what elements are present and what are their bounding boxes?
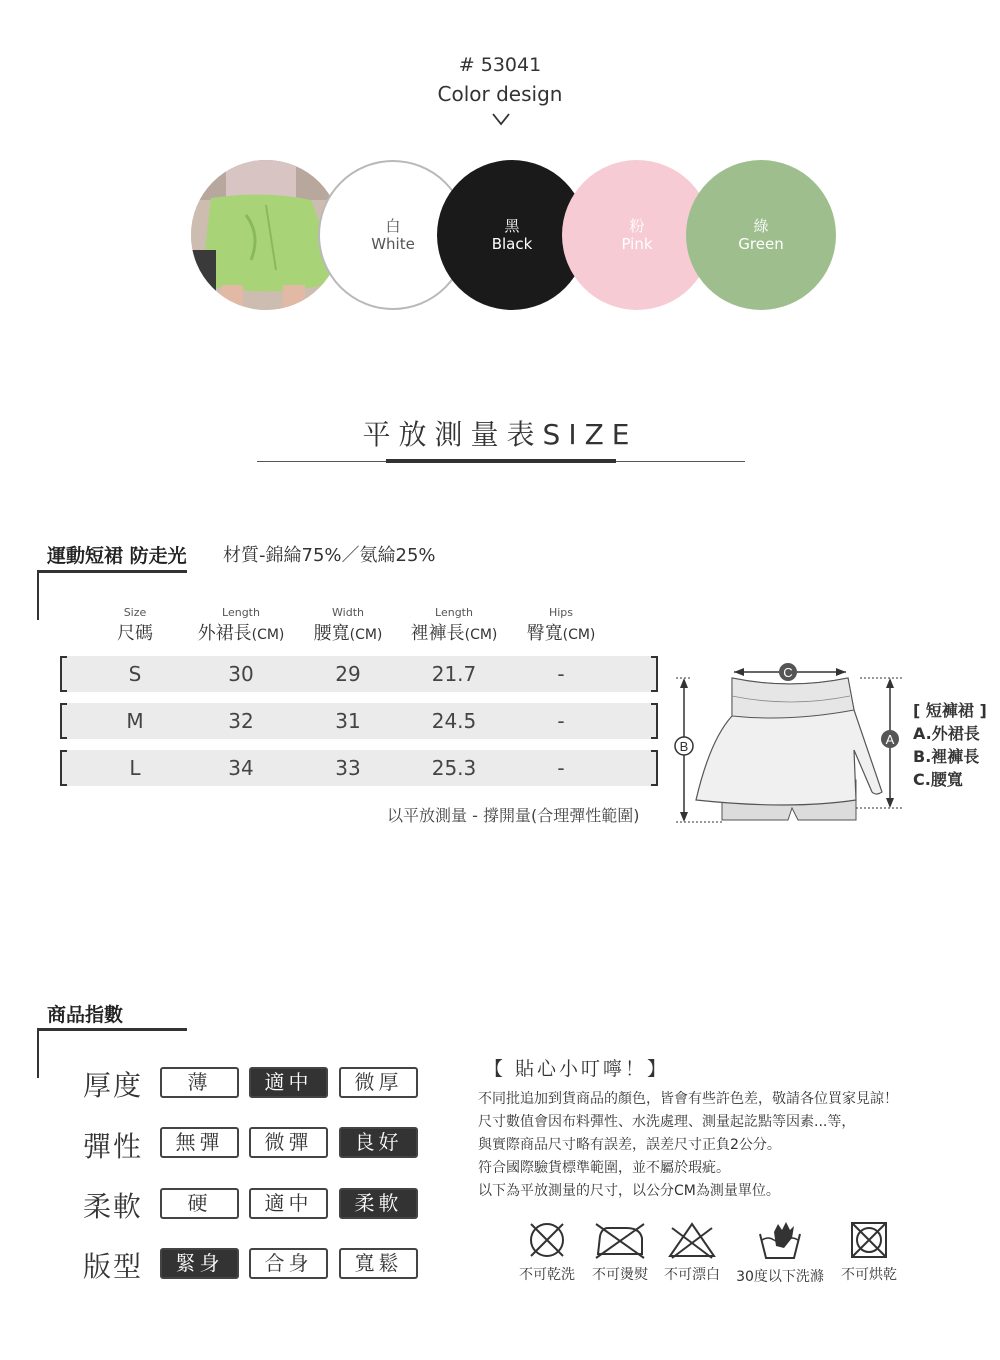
index-option: 無彈	[160, 1127, 239, 1158]
tips-title: 【 貼心小叮嚀！】	[484, 1058, 670, 1080]
marker-b: B	[679, 739, 689, 754]
product-name: 運動短裙 防走光	[47, 545, 187, 567]
tip-line: 尺寸數值會因布料彈性、水洗處理、測量起訖點等因素...等，	[478, 1114, 856, 1130]
index-option-selected: 緊身	[160, 1248, 239, 1279]
index-option: 合身	[249, 1248, 328, 1279]
index-option-selected: 適中	[249, 1067, 328, 1098]
care-label: 不可烘乾	[841, 1267, 897, 1283]
cell: 31	[335, 709, 361, 733]
index-option-selected: 柔軟	[339, 1188, 418, 1219]
tips-text	[478, 1088, 898, 1203]
corner-bracket	[37, 570, 39, 620]
care-hand-wash	[735, 1220, 825, 1286]
index-option: 微厚	[339, 1067, 418, 1098]
material-info: 材質-錦綸75%／氨綸25%	[223, 545, 436, 566]
color-swatch-green[interactable]	[686, 160, 836, 310]
col-header-size: Size 尺碼	[117, 606, 153, 644]
color-zh: 粉	[629, 217, 645, 235]
cell: 32	[228, 709, 254, 733]
corner-bracket	[37, 570, 187, 573]
legend-title: [ 短褲裙 ]	[913, 701, 987, 720]
tip-line: 符合國際驗貨標準範圍，並不屬於瑕疵。	[478, 1160, 730, 1176]
col-header-inner-length: Length 裡褲長(CM)	[410, 606, 498, 644]
measure-note: 以平放測量 - 撐開量(合理彈性範圍)	[387, 806, 640, 825]
care-label: 不可乾洗	[519, 1267, 575, 1283]
corner-bracket	[37, 1028, 187, 1031]
hand-wash-30-icon	[756, 1220, 804, 1262]
index-section-title: 商品指數	[47, 1004, 124, 1026]
chevron-down-icon	[491, 110, 511, 128]
color-zh: 白	[385, 217, 401, 235]
color-en: Pink	[621, 235, 653, 253]
tip-line: 不同批追加到貨商品的顏色，皆會有些許色差，敬請各位買家見諒！	[478, 1091, 898, 1107]
index-option: 薄	[160, 1067, 239, 1098]
care-no-bleach	[647, 1220, 737, 1284]
index-option: 微彈	[249, 1127, 328, 1158]
corner-bracket	[37, 1028, 39, 1078]
no-dry-clean-icon	[525, 1220, 569, 1260]
diagram-legend	[913, 699, 987, 791]
color-zh: 綠	[753, 217, 769, 235]
divider-accent	[386, 459, 616, 463]
size-section-title: 平放測量表SIZE	[362, 418, 638, 451]
col-header-waist-width: Width 腰寬(CM)	[313, 606, 383, 644]
color-en: White	[371, 235, 415, 253]
cell: M	[126, 709, 144, 733]
care-label: 不可漂白	[664, 1267, 720, 1283]
color-en: Black	[491, 235, 533, 253]
cell: 25.3	[431, 756, 477, 780]
no-bleach-icon	[666, 1220, 718, 1260]
cell: 24.5	[431, 709, 477, 733]
index-label-thickness: 厚度	[83, 1069, 144, 1102]
cell: 34	[228, 756, 254, 780]
legend-item: A.外裙長	[913, 724, 980, 743]
index-option: 適中	[249, 1188, 328, 1219]
table-row	[60, 656, 658, 692]
index-label-elasticity: 彈性	[83, 1130, 144, 1163]
cell: S	[128, 662, 142, 686]
cell: 21.7	[431, 662, 477, 686]
index-option-selected: 良好	[339, 1127, 418, 1158]
tip-line: 與實際商品尺寸略有誤差，誤差尺寸正負2公分。	[478, 1137, 781, 1153]
care-label: 30度以下洗滌	[736, 1269, 824, 1285]
care-label: 不可燙熨	[592, 1267, 648, 1283]
cell: -	[557, 756, 565, 780]
marker-a: A	[885, 732, 895, 747]
table-row	[60, 750, 658, 786]
marker-c: C	[783, 665, 793, 680]
color-en: Green	[738, 235, 784, 253]
index-option: 寬鬆	[339, 1248, 418, 1279]
no-tumble-dry-icon	[849, 1220, 889, 1260]
index-label-fit: 版型	[83, 1250, 144, 1283]
color-design-heading: Color design	[437, 82, 563, 106]
no-iron-icon	[592, 1220, 648, 1260]
skirt-diagram	[670, 660, 910, 826]
cell: L	[129, 756, 141, 780]
col-header-hips: Hips 臀寬(CM)	[526, 606, 596, 644]
cell: 29	[335, 662, 361, 686]
care-no-tumble-dry	[824, 1220, 914, 1284]
cell: 30	[228, 662, 254, 686]
cell: -	[557, 662, 565, 686]
product-sku: # 53041	[458, 54, 542, 76]
index-option: 硬	[160, 1188, 239, 1219]
color-zh: 黑	[504, 217, 520, 235]
legend-item: C.腰寬	[913, 770, 963, 789]
index-label-softness: 柔軟	[83, 1190, 144, 1223]
tip-line: 以下為平放測量的尺寸，以公分CM為測量單位。	[478, 1183, 780, 1199]
table-row	[60, 703, 658, 739]
col-header-skirt-length: Length 外裙長(CM)	[197, 606, 285, 644]
legend-item: B.裡褲長	[913, 747, 980, 766]
cell: 33	[335, 756, 361, 780]
cell: -	[557, 709, 565, 733]
